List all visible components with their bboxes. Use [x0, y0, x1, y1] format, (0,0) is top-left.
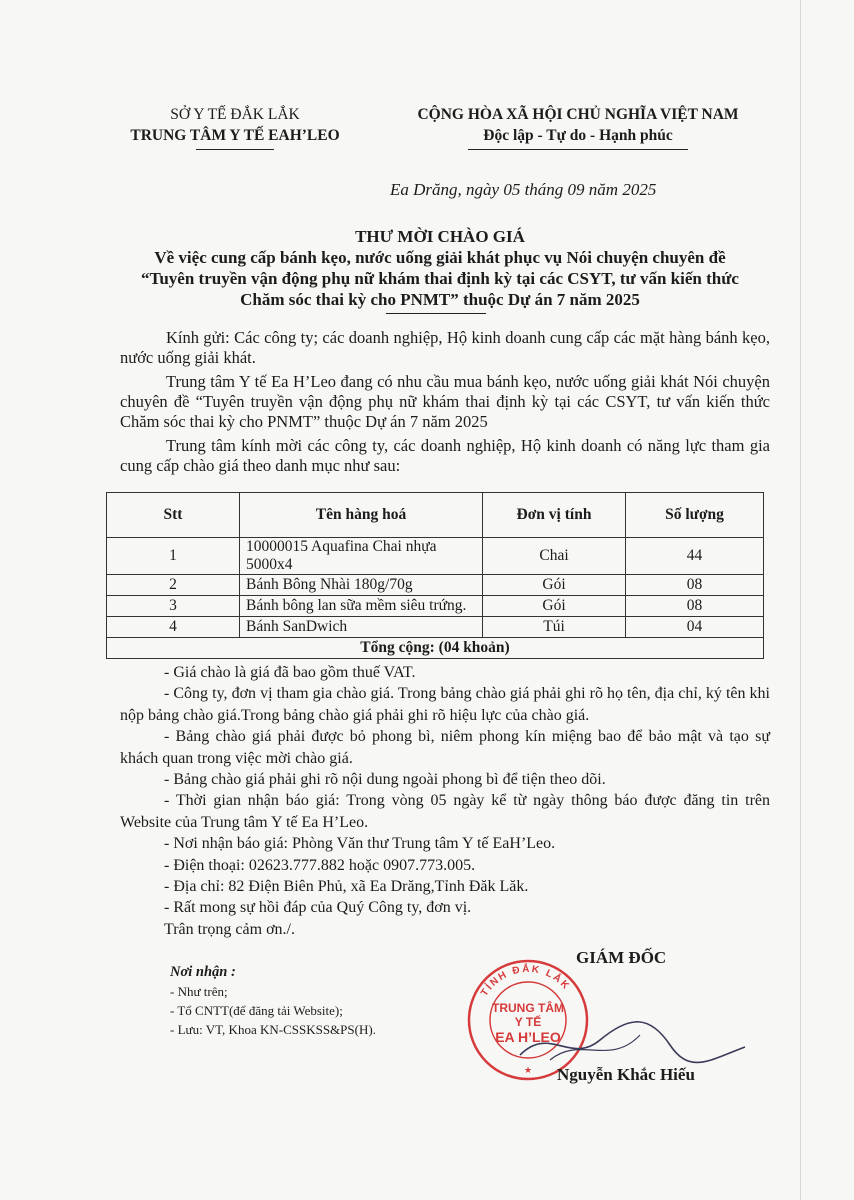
national-motto: Độc lập - Tự do - Hạnh phúc [483, 127, 673, 144]
conditions-list [120, 662, 770, 940]
table-row [107, 575, 764, 596]
table-total-row [107, 638, 764, 659]
note-item: - Giá chào là giá đã bao gồm thuế VAT. [164, 664, 416, 681]
cell-stt: 4 [107, 617, 240, 638]
note-item: - Bảng chào giá phải ghi rõ nội dung ngoài phong bì để tiện theo dõi. [164, 771, 606, 789]
title-line-3: Chăm sóc thai kỳ cho PNMT” thuộc Dự án 7 năm 2025 [240, 290, 640, 309]
signer-name: Nguyễn Khắc Hiếu [557, 1065, 695, 1084]
recipients-heading: Nơi nhận : [170, 964, 236, 980]
col-header-name: Tên hàng hoá [240, 493, 483, 538]
cell-unit: Chai [483, 538, 626, 575]
cell-qty: 04 [626, 617, 764, 638]
stamp-ring-text: TỈNH ĐẮK LẮK [479, 963, 573, 999]
cell-qty: 44 [626, 538, 764, 575]
cell-unit: Gói [483, 575, 626, 596]
date-line: Ea Drăng, ngày 05 tháng 09 năm 2025 [390, 180, 657, 199]
cell-unit: Túi [483, 617, 626, 638]
note-item: - Bảng chào giá phải được bỏ phong bì, niêm phong kín miệng bao để bảo mật và tạo sự khách quan trong việc mời chào giá. [120, 728, 770, 767]
nation-name: CỘNG HÒA XÃ HỘI CHỦ NGHĨA VIỆT NAM [417, 106, 739, 123]
national-heading [372, 104, 784, 150]
goods-table [106, 492, 764, 659]
note-item: - Nơi nhận báo giá: Phòng Văn thư Trung tâm Y tế EaH’Leo. [164, 835, 556, 853]
cell-stt: 2 [107, 575, 240, 596]
recipient-item: - Như trên; [170, 984, 228, 999]
recipients-block [170, 963, 376, 1039]
note-item: - Rất mong sự hồi đáp của Quý Công ty, đơn vị. [164, 899, 472, 917]
table-row [107, 617, 764, 638]
organization-name: TRUNG TÂM Y TẾ EAH’LEO [130, 127, 340, 144]
closing-thanks: Trân trọng cảm ơn./. [164, 920, 295, 938]
col-header-qty: Số lượng [626, 493, 764, 538]
note-item: - Điện thoại: 02623.777.882 hoặc 0907.773.005. [164, 856, 476, 874]
cell-name: 10000015 Aquafina Chai nhựa 5000x4 [240, 538, 483, 575]
recipient-item: - Tổ CNTT(để đăng tải Website); [170, 1003, 343, 1018]
body-paragraph-salutation: Kính gửi: Các công ty; các doanh nghiệp, Hộ kinh doanh cung cấp các mặt hàng bánh kẹo, nước uống giải khát. [120, 328, 770, 367]
stamp-line-2: Y TẾ [514, 1015, 542, 1029]
motto-underline [468, 149, 688, 150]
table-header-row [107, 493, 764, 538]
note-item: - Thời gian nhận báo giá: Trong vòng 05 ngày kể từ ngày thông báo được đăng tin trên Website của Trung tâm Y tế Ea H’Leo. [120, 792, 770, 831]
note-item: - Địa chỉ: 82 Điện Biên Phủ, xã Ea Drăng,Tỉnh Đăk Lăk. [164, 878, 529, 896]
table-row [107, 596, 764, 617]
col-header-stt: Stt [107, 493, 240, 538]
issuing-organization [100, 104, 370, 150]
table-total: Tổng cộng: (04 khoản) [107, 638, 764, 659]
stamp-line-1: TRUNG TÂM [492, 1001, 564, 1015]
title-line-1: Về việc cung cấp bánh kẹo, nước uống giải khát phục vụ Nói chuyện chuyên đề [154, 248, 726, 267]
col-header-unit: Đơn vị tính [483, 493, 626, 538]
svg-text:TỈNH ĐẮK LẮK [479, 962, 572, 999]
cell-name: Bánh bông lan sữa mềm siêu trứng. [240, 596, 483, 617]
body-paragraph-invitation: Trung tâm kính mời các công ty, các doanh nghiệp, Hộ kinh doanh có năng lực tham gia cung cấp chào giá theo danh mục như sau: [120, 436, 770, 475]
title-underline [386, 313, 486, 314]
note-item: - Công ty, đơn vị tham gia chào giá. Trong bảng chào giá phải ghi rõ họ tên, địa chỉ, ký tên khi nộp bảng chào giá.Trong bảng chào giá phải ghi rõ hiệu lực của chào giá. [120, 685, 770, 724]
cell-name: Bánh Bông Nhài 180g/70g [240, 575, 483, 596]
cell-stt: 3 [107, 596, 240, 617]
scan-margin-line [800, 0, 801, 1200]
svg-text:★: ★ [523, 1065, 533, 1075]
table-row [107, 538, 764, 575]
title-main: THƯ MỜI CHÀO GIÁ [355, 227, 525, 246]
cell-name: Bánh SanDwich [240, 617, 483, 638]
cell-qty: 08 [626, 575, 764, 596]
signer-role: GIÁM ĐỐC [576, 948, 667, 967]
parent-organization: SỞ Y TẾ ĐẮK LẮK [170, 106, 300, 123]
document-title [120, 226, 760, 310]
org-underline [196, 149, 274, 150]
letter-body [120, 328, 770, 480]
title-line-2: “Tuyên truyền vận động phụ nữ khám thai định kỳ tại các CSYT, tư vấn kiến thức [141, 269, 739, 288]
stamp-line-3: EA H’LEO [495, 1029, 561, 1045]
recipient-item: - Lưu: VT, Khoa KN-CSSKSS&PS(H). [170, 1022, 376, 1037]
cell-stt: 1 [107, 538, 240, 575]
cell-unit: Gói [483, 596, 626, 617]
body-paragraph-need: Trung tâm Y tế Ea H’Leo đang có nhu cầu mua bánh kẹo, nước uống giải khát Nói chuyện chuyên đề “Tuyên truyền vận động phụ nữ khám thai định kỳ tại các CSYT, tư vấn kiến thức Chăm sóc thai kỳ cho PNMT” thuộc Dự án 7 năm 2025 [120, 372, 770, 431]
cell-qty: 08 [626, 596, 764, 617]
